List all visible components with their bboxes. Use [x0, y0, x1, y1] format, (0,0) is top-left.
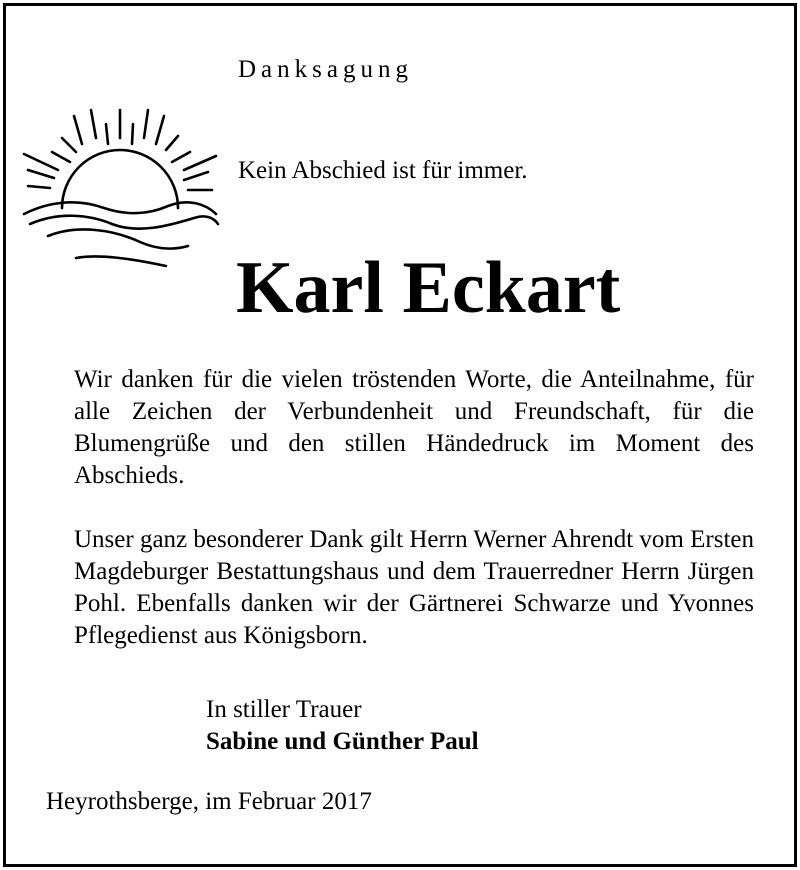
closing-phrase: In stiller Trauer [206, 696, 362, 723]
place-date: Heyrothsberge, im Februar 2017 [46, 788, 372, 815]
closing-block [206, 694, 479, 758]
special-thanks-paragraph: Unser ganz besonderer Dank gilt Herrn Werner Ahrendt vom Ersten Magdeburger Bestattungshaus und dem Trauerredner Herrn Jürgen Pohl. Ebenfalls danken wir der Gärtnerei Schwarze und Yvonnes Pflegedienst aus Königsborn. [74, 526, 754, 649]
thanks-paragraph: Wir danken für die vielen tröstenden Worte, die Anteilnahme, für alle Zeichen der Verbundenheit und Freundschaft, für die Blumengrüße und den stillen Händedruck im Moment des Abschieds. [74, 366, 754, 489]
deceased-name: Karl Eckart [236, 247, 621, 329]
signers: Sabine und Günther Paul [206, 728, 479, 755]
sunset-over-hills-icon [18, 100, 228, 275]
notice-heading: Danksagung [238, 56, 413, 83]
notice-motto: Kein Abschied ist für immer. [238, 157, 528, 184]
